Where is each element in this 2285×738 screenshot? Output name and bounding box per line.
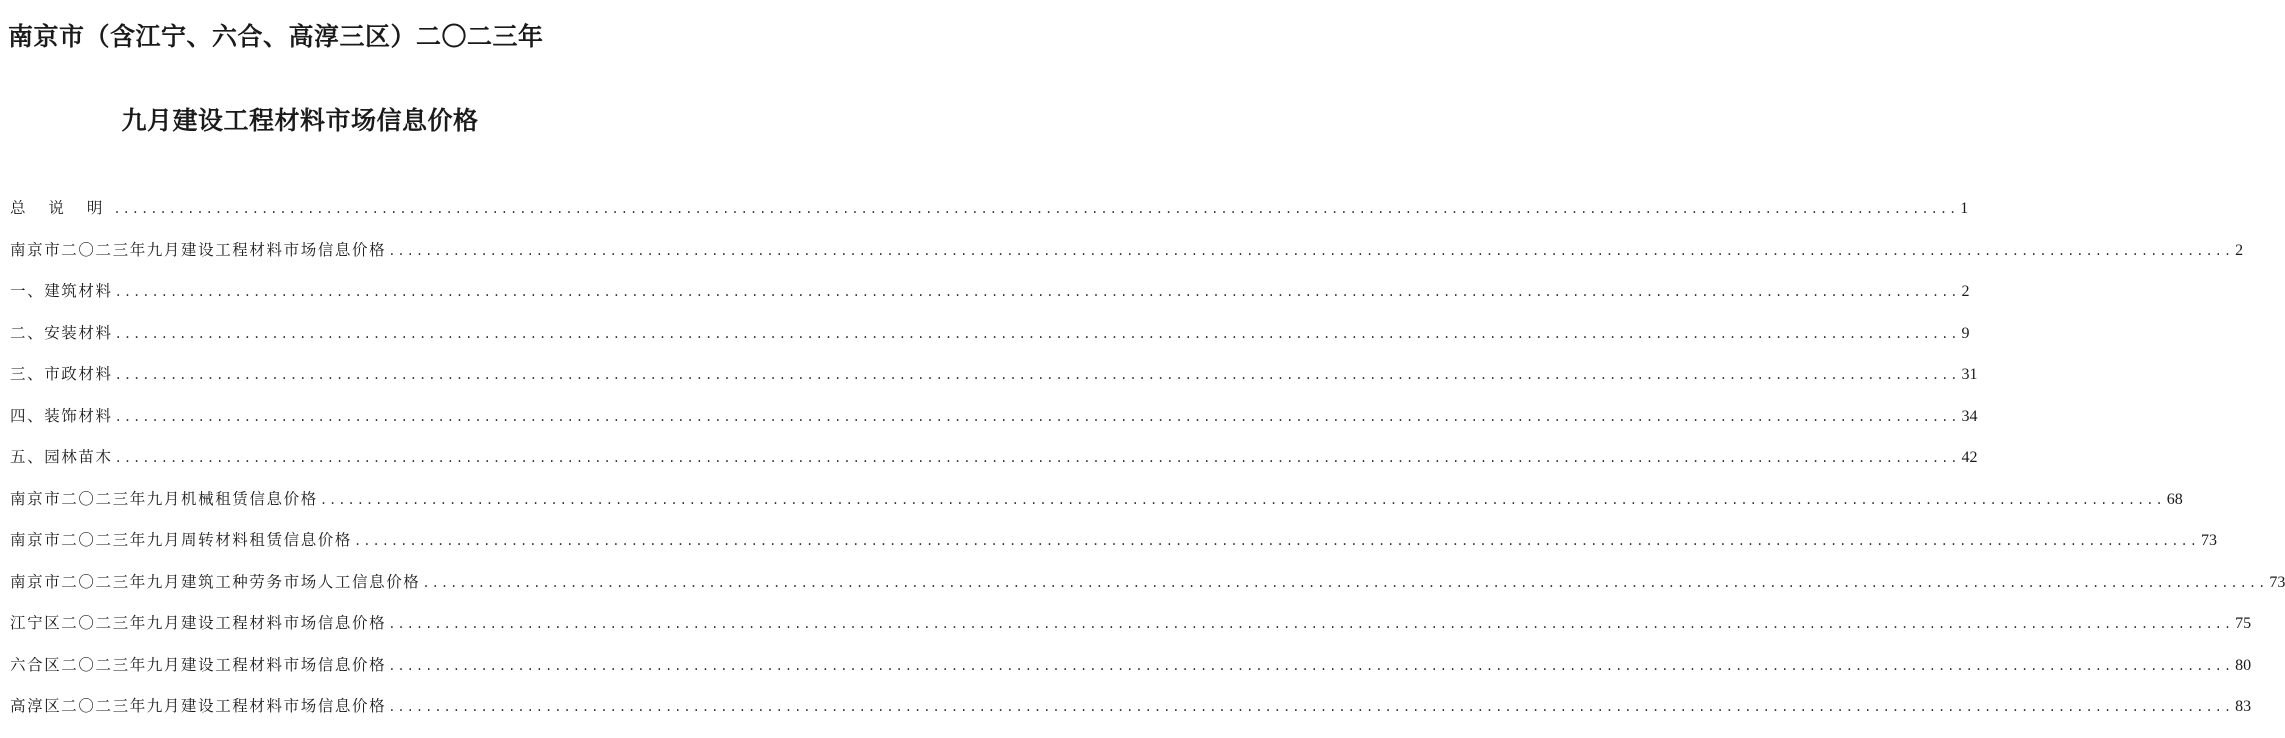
toc-entry[interactable] — [10, 281, 1970, 323]
toc-entry-label: 总 说 明 — [10, 199, 112, 217]
toc-entry-page: 83 — [2235, 698, 2252, 715]
toc-entry[interactable] — [10, 198, 1969, 240]
toc-entry[interactable] — [10, 240, 2244, 282]
toc-entry-page: 9 — [1961, 324, 1970, 342]
toc-entry-label: 南京市二〇二三年九月建设工程材料市场信息价格 — [10, 240, 387, 259]
toc-entry[interactable] — [10, 364, 1978, 406]
toc-entry-page: 80 — [2235, 656, 2252, 674]
toc-entry[interactable] — [10, 696, 2252, 738]
toc-entry-page: 34 — [1961, 407, 1978, 425]
toc-dot-leader: ........................................................................................................................................................................................................ — [114, 451, 1960, 465]
toc-entry-label: 南京市二〇二三年九月周转材料租赁信息价格 — [10, 531, 353, 549]
toc-dot-leader: ........................................................................................................................................................................................................ — [114, 285, 1960, 299]
toc-entry-label: 二、安装材料 — [10, 323, 113, 342]
toc-entry[interactable] — [10, 530, 2217, 572]
toc-dot-leader: ........................................................................................................................................................................................................ — [114, 326, 1960, 341]
toc-entry[interactable] — [10, 655, 2252, 697]
toc-entry-page: 73 — [2269, 573, 2285, 591]
toc-dot-leader: ........................................................................................................................................................................................................ — [114, 368, 1960, 382]
toc-entry[interactable] — [10, 572, 2285, 614]
toc-entry[interactable] — [10, 613, 2252, 655]
toc-entry[interactable] — [10, 447, 1978, 489]
toc-entry-label: 江宁区二〇二三年九月建设工程材料市场信息价格 — [10, 614, 387, 632]
toc-entry-label: 南京市二〇二三年九月建筑工种劳务市场人工信息价格 — [10, 572, 421, 591]
toc-dot-leader: ........................................................................................................................................................................................................ — [422, 575, 2268, 590]
toc-entry-page: 31 — [1961, 366, 1978, 383]
toc-entry[interactable] — [10, 489, 2183, 531]
toc-entry-page: 2 — [2235, 241, 2244, 259]
document-title-line-1: 南京市（含江宁、六合、高淳三区）二〇二三年 — [8, 22, 544, 51]
toc-entry-label: 六合区二〇二三年九月建设工程材料市场信息价格 — [10, 655, 387, 674]
toc-dot-leader: ........................................................................................................................................................................................................ — [354, 534, 2199, 548]
toc-dot-leader: ........................................................................................................................................................................................................ — [113, 202, 1959, 216]
toc-entry[interactable] — [10, 323, 1970, 365]
toc-dot-leader: ........................................................................................................................................................................................................ — [388, 700, 2234, 714]
toc-entry-label: 一、建筑材料 — [10, 282, 113, 300]
toc-entry-page: 1 — [1960, 200, 1969, 217]
toc-entry-label: 五、园林苗木 — [10, 448, 113, 466]
toc-dot-leader: ........................................................................................................................................................................................................ — [388, 658, 2234, 673]
toc-entry-page: 75 — [2235, 615, 2252, 632]
toc-entry-page: 42 — [1961, 449, 1978, 466]
toc-entry-page: 73 — [2200, 532, 2217, 549]
toc-dot-leader: ........................................................................................................................................................................................................ — [114, 409, 1960, 424]
toc-entry-label: 高淳区二〇二三年九月建设工程材料市场信息价格 — [10, 697, 387, 715]
toc-dot-leader: ........................................................................................................................................................................................................ — [319, 492, 2165, 507]
toc-dot-leader: ........................................................................................................................................................................................................ — [388, 617, 2234, 631]
toc-entry-page: 2 — [1961, 283, 1970, 300]
table-of-contents — [10, 198, 2285, 738]
toc-entry[interactable] — [10, 406, 1978, 448]
toc-dot-leader: ........................................................................................................................................................................................................ — [388, 243, 2234, 258]
toc-entry-label: 南京市二〇二三年九月机械租赁信息价格 — [10, 489, 318, 508]
document-title-line-2: 九月建设工程材料市场信息价格 — [121, 106, 479, 135]
toc-entry-label: 三、市政材料 — [10, 365, 113, 383]
toc-entry-page: 68 — [2166, 490, 2183, 508]
toc-entry-label: 四、装饰材料 — [10, 406, 113, 425]
